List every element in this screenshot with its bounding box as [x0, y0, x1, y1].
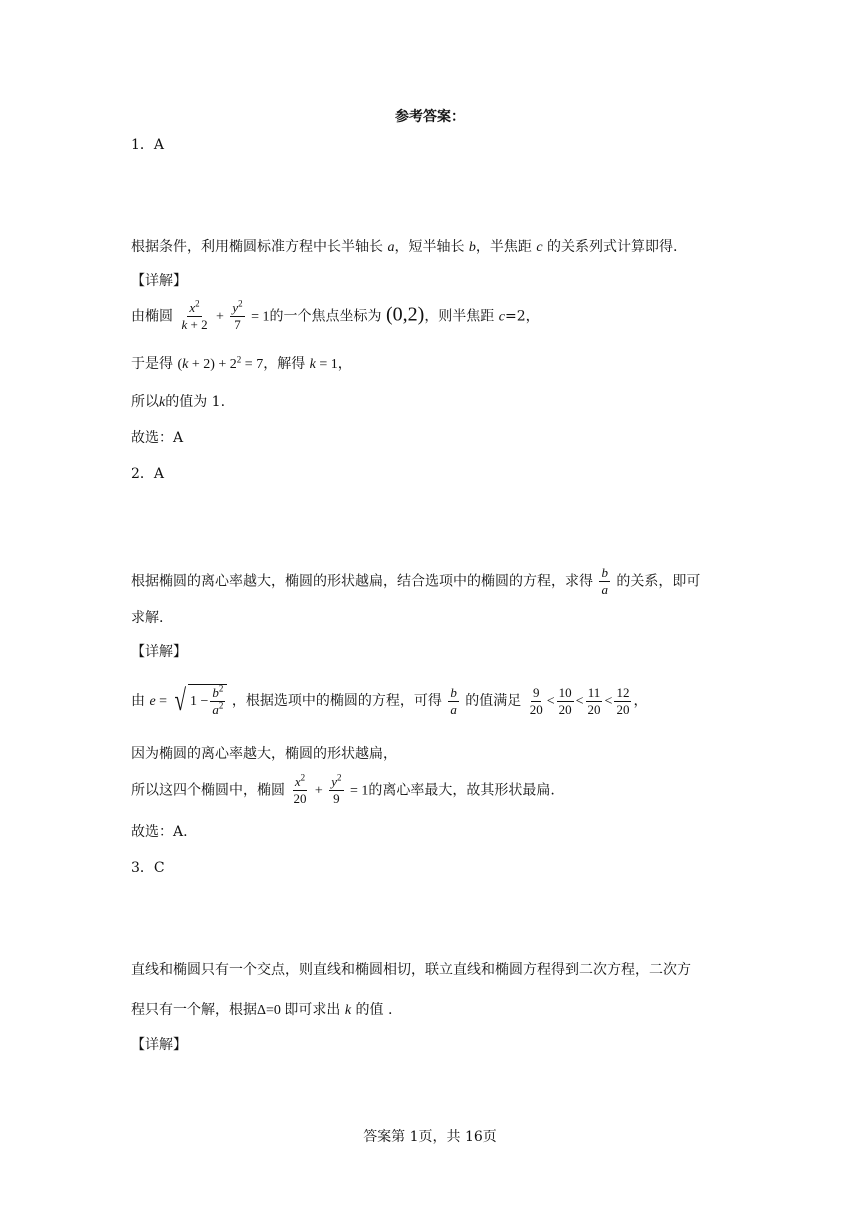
- q2-detail-line1: 由 e = √ 1 − $\frac{b^2}{a^2}$ ，根据选项中的椭圆的方程，可得 $\frac{b}{a}$ 的值满足 $\frac{9}{20}$ < $\frac{10}{20}$ < $\frac{11}{20}$ < $\frac{12}{20}$ ，: [131, 683, 648, 717]
- fraction: $\frac{11}{20}$: [587, 684, 601, 717]
- fraction: $\frac{b}{a}$: [601, 565, 608, 597]
- page-footer: 答案第 1页，共 16页: [363, 1129, 497, 1145]
- fraction: $\frac{9}{20}$: [529, 684, 543, 717]
- q1-choice: 故选：A: [131, 430, 184, 446]
- fraction: $\frac{12}{20}$: [616, 684, 630, 717]
- q2-analysis: 根据椭圆的离心率越大，椭圆的形状越扁，结合选项中的椭圆的方程，求得 $\frac{b}{a}$ 的关系，即可: [131, 565, 701, 597]
- q1-detail-label: 【详解】: [131, 273, 187, 289]
- q3-analysis-line1: 直线和椭圆只有一个交点，则直线和椭圆相切，联立直线和椭圆方程得到二次方程，二次方: [131, 962, 691, 978]
- fraction: $\frac{10}{20}$: [558, 684, 572, 717]
- q1-detail-line1: 由椭圆 $\frac{x^2}{k + 2}$ + $\frac{y^2}{7}$ = 1的一个焦点坐标为 (0,2)，则半焦距 c=2，: [131, 298, 540, 332]
- q3-answer: 3．C: [131, 860, 165, 876]
- sqrt: √ 1 − $\frac{b^2}{a^2}$: [172, 684, 228, 718]
- q1-detail-line3: 所以k的值为 1.: [131, 394, 226, 410]
- fraction: $\frac{y^2}{7}$: [232, 298, 243, 332]
- q2-detail-line2: 因为椭圆的离心率越大，椭圆的形状越扁，: [131, 746, 397, 762]
- q2-analysis-line2: 求解.: [131, 610, 164, 626]
- q2-answer: 2．A: [131, 466, 165, 482]
- q2-detail-label: 【详解】: [131, 644, 187, 660]
- q1-answer: 1．A: [131, 137, 165, 153]
- page-title: 参考答案：: [395, 109, 465, 125]
- q1-analysis: 根据条件，利用椭圆标准方程中长半轴长 a，短半轴长 b，半焦距 c 的关系列式计算即得.: [131, 239, 678, 255]
- q3-analysis-line2: 程只有一个解，根据Δ=0 即可求出 k 的值 .: [131, 1002, 393, 1018]
- fraction: $\frac{x^2}{k + 2}$: [181, 298, 208, 332]
- fraction: $\frac{y^2}{9}$: [331, 772, 342, 806]
- q1-detail-line2: 于是得 $(k + 2) + 2^2 = 7$，解得 k = 1，: [131, 354, 352, 372]
- q2-detail-line3: 所以这四个椭圆中，椭圆 $\frac{x^2}{20}$ + $\frac{y^2}{9}$ = 1的离心率最大，故其形状最扁.: [131, 772, 555, 806]
- fraction: $\frac{x^2}{20}$: [293, 772, 307, 806]
- q2-choice: 故选：A.: [131, 824, 188, 840]
- q3-detail-label: 【详解】: [131, 1037, 187, 1053]
- fraction: $\frac{b}{a}$: [450, 684, 457, 717]
